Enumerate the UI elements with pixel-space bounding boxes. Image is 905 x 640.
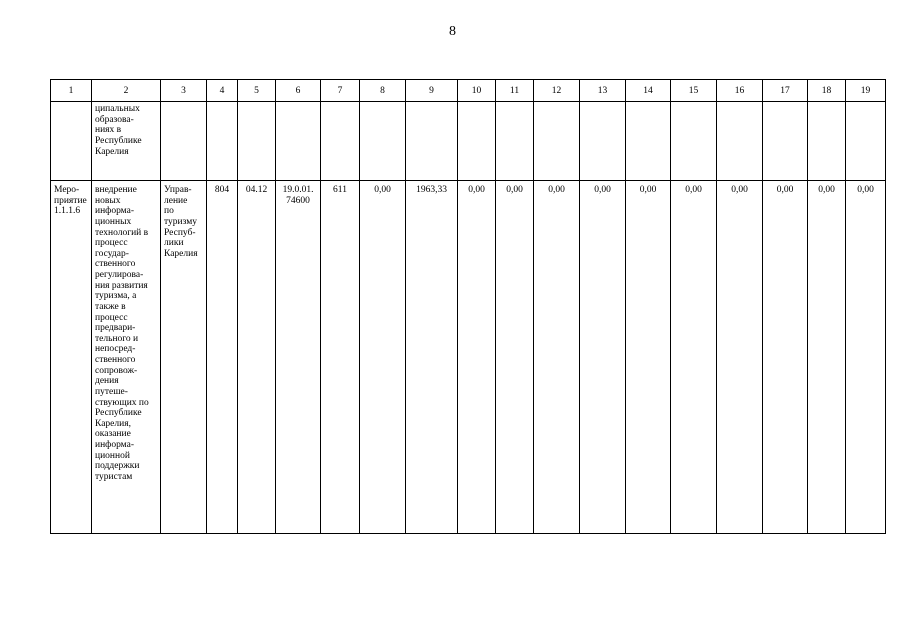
column-number: 13 <box>580 80 626 102</box>
column-number: 6 <box>276 80 321 102</box>
executor: Управ- ление по туризму Респуб- лики Карелия <box>161 181 207 534</box>
column-number: 17 <box>763 80 808 102</box>
grbs-code: 804 <box>207 181 238 534</box>
amount-cell: 0,00 <box>808 181 846 534</box>
column-number: 10 <box>458 80 496 102</box>
table-cell <box>207 102 238 181</box>
amount-cell: 0,00 <box>580 181 626 534</box>
amount-cell: 0,00 <box>717 181 763 534</box>
table-cell <box>763 102 808 181</box>
table-cell <box>51 102 92 181</box>
column-number: 12 <box>534 80 580 102</box>
column-number: 8 <box>360 80 406 102</box>
table-cell <box>846 102 886 181</box>
table-cell <box>458 102 496 181</box>
table-cell <box>238 102 276 181</box>
amount-cell: 0,00 <box>671 181 717 534</box>
amount-cell: 1963,33 <box>406 181 458 534</box>
rzpr-code: 04.12 <box>238 181 276 534</box>
column-number: 7 <box>321 80 360 102</box>
csr-code: 19.0.01. 74600 <box>276 181 321 534</box>
amount-cell: 0,00 <box>626 181 671 534</box>
table-cell <box>276 102 321 181</box>
column-number: 5 <box>238 80 276 102</box>
table-cell <box>671 102 717 181</box>
table-row <box>51 181 886 534</box>
amount-cell: 0,00 <box>763 181 808 534</box>
amount-cell: 0,00 <box>534 181 580 534</box>
column-number: 4 <box>207 80 238 102</box>
amount-cell: 0,00 <box>496 181 534 534</box>
amount-cell: 0,00 <box>846 181 886 534</box>
column-number: 18 <box>808 80 846 102</box>
continuation-row <box>51 102 886 181</box>
table-cell <box>717 102 763 181</box>
column-number: 2 <box>92 80 161 102</box>
event-code: Меро- приятие 1.1.1.6 <box>51 181 92 534</box>
event-description: внедрение новых информа- ционных технологий в процесс государ- ственного регулирова- ния развития туризма, а также в процесс предвари- тельного и непосред- ственного сопровож- дения путеше- ствующих по Республике Карелия, оказание информа- ционной поддержки туристам <box>92 181 161 534</box>
amount-cell: 0,00 <box>458 181 496 534</box>
column-number: 15 <box>671 80 717 102</box>
table-cell <box>406 102 458 181</box>
table-cell <box>626 102 671 181</box>
column-number: 1 <box>51 80 92 102</box>
column-number: 3 <box>161 80 207 102</box>
table-cell <box>534 102 580 181</box>
column-number-row <box>51 80 886 102</box>
page-number: 8 <box>449 24 456 39</box>
vr-code: 611 <box>321 181 360 534</box>
amount-cell: 0,00 <box>360 181 406 534</box>
table-cell <box>580 102 626 181</box>
table-cell <box>321 102 360 181</box>
column-number: 9 <box>406 80 458 102</box>
table-cell <box>496 102 534 181</box>
column-number: 11 <box>496 80 534 102</box>
column-number: 19 <box>846 80 886 102</box>
table-cell <box>360 102 406 181</box>
table-cell <box>161 102 207 181</box>
column-number: 14 <box>626 80 671 102</box>
column-number: 16 <box>717 80 763 102</box>
table-cell <box>808 102 846 181</box>
budget-table <box>50 79 886 534</box>
program-name-continuation: ципальных образова- ниях в Республике Карелия <box>92 102 161 181</box>
